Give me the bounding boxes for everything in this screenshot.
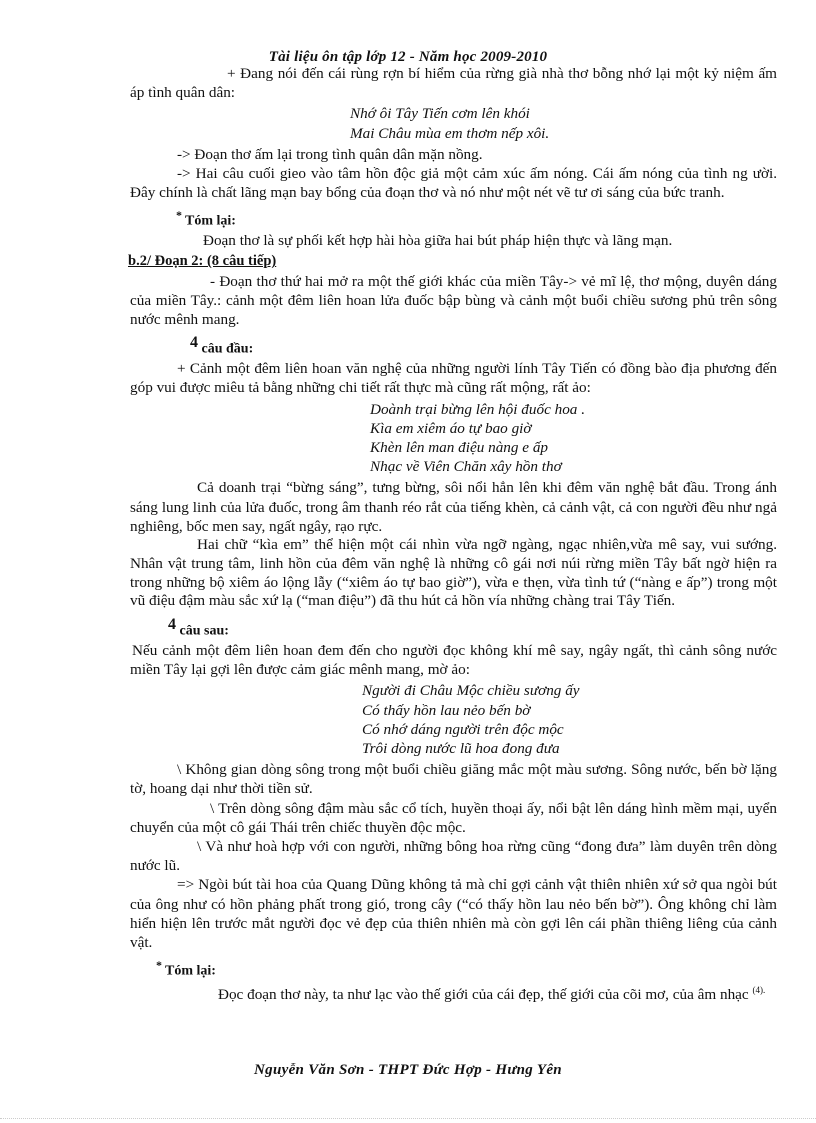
poem-line: Có thấy hồn lau nẻo bến bờ bbox=[362, 701, 531, 719]
paragraph: - Đoạn thơ thứ hai mở ra một thế giới khác của miền Tây-> vẻ mĩ lệ, thơ mộng, duyên dáng của miền Tây.: cảnh một đêm liên hoan lửa đuốc bập bùng và cảnh một buổi chiều sương phủ trên sông nước mênh mang. bbox=[130, 272, 777, 329]
paragraph: Cả doanh trại “bừng sáng”, tưng bừng, sôi nổi hẳn lên khi đêm văn nghệ bắt đầu. Trong ánh sáng lung linh của lửa đuốc, trong âm thanh réo rắt của tiếng khèn, cả cảnh vật, cả con người đều như ngả nghiêng, bốc men say, ngất ngây, rạo rực. bbox=[130, 479, 777, 535]
paragraph: Đoạn thơ là sự phối kết hợp hài hòa giữa hai bút pháp hiện thực và lãng mạn. bbox=[203, 232, 673, 250]
paragraph: -> Đoạn thơ ấm lại trong tình quân dân mặn nồng. bbox=[177, 145, 483, 163]
paragraph: + Đang nói đến cái rùng rợn bí hiểm của rừng già nhà thơ bỗng nhớ lại một kỷ niệm ấm áp tình quân dân: bbox=[130, 65, 777, 102]
document-body bbox=[130, 64, 777, 1004]
subsection-heading: 4 câu đầu: bbox=[190, 334, 254, 357]
paragraph: \ Trên dòng sông đậm màu sắc cổ tích, huyền thoại ấy, nổi bật lên dáng hình mềm mại, uyển chuyển của một cô gái Thái trên chiếc thuyền độc mộc. bbox=[130, 799, 777, 836]
summary-heading: * Tóm lại: bbox=[156, 958, 216, 979]
poem-line: Nhạc về Viên Chăn xây hồn thơ bbox=[370, 458, 562, 476]
poem-line: Khèn lên man điệu nàng e ấp bbox=[370, 438, 549, 456]
paragraph: -> Hai câu cuối gieo vào tâm hồn độc giả một cảm xúc ấm nóng. Cái ấm nóng của tình ng ười. Đây chính là chất lãng mạn bay bổng của đoạn thơ và nó như một nét vẽ tư ơi sáng của bức tranh. bbox=[130, 165, 777, 202]
paragraph: => Ngòi bút tài hoa của Quang Dũng không tả mà chỉ gợi cảnh vật thiên nhiên xứ sở qua ngòi bút của ông như có hồn phảng phất trong gió, trong cây (“có thấy hồn lau nẻo bến bờ”). Ông không chỉ làm hiển hiện lên trước mắt người đọc vẻ đẹp của thiên nhiên mà còn gợi lên cái phần thiêng liêng của cảnh vật. bbox=[130, 876, 777, 952]
paragraph: + Cảnh một đêm liên hoan văn nghệ của những người lính Tây Tiến có đồng bào địa phương đến góp vui được miêu tả bằng những chi tiết rất thực mà cũng rất mộng, rất ảo: bbox=[130, 360, 777, 397]
subsection-heading: 4 câu sau: bbox=[168, 616, 229, 639]
poem-line: Có nhớ dáng người trên độc mộc bbox=[362, 720, 564, 738]
poem-excerpt bbox=[130, 104, 777, 142]
paragraph: Hai chữ “kìa em” thể hiện một cái nhìn vừa ngỡ ngàng, ngạc nhiên,vừa mê say, vui sướng. Nhân vật trung tâm, linh hồn của đêm văn nghệ là những cô gái nơi núi rừng miền Tây bất ngờ hiện ra trong những bộ xiêm áo lộng lẫy (“xiêm áo tự bao giờ”), vừa e thẹn, vừa tình tứ (“nàng e ấp”) trong một vũ điệu đậm màu sắc xứ lạ (“man điệu”) đã thu hút cả hồn vía những chàng trai Tây Tiến. bbox=[130, 535, 777, 610]
bullet-star: * bbox=[156, 958, 165, 973]
paragraph: Đọc đoạn thơ này, ta như lạc vào thế giới của cái đẹp, thế giới của cõi mơ, của âm nhạc $^{(4).}$ bbox=[218, 985, 766, 1004]
poem-line: Người đi Châu Mộc chiều sương ấy bbox=[362, 682, 580, 700]
paragraph: \ Và như hoà hợp với con người, những bông hoa rừng cũng “đong đưa” làm duyên trên dòng nước lũ. bbox=[130, 838, 777, 875]
page-footer: Nguyễn Văn Sơn - THPT Đức Hợp - Hưng Yên bbox=[254, 1062, 562, 1078]
poem-excerpt bbox=[130, 681, 777, 758]
page-bottom-divider bbox=[0, 1118, 816, 1119]
poem-line: Trôi dòng nước lũ hoa đong đưa bbox=[362, 740, 560, 758]
poem-line: Doành trại bừng lên hội đuốc hoa . bbox=[370, 400, 585, 418]
paragraph: Nếu cảnh một đêm liên hoan đem đến cho người đọc không khí mê say, ngây ngất, thì cảnh sông nước miền Tây lại gợi lên được cảm giác mênh mang, mờ ảo: bbox=[130, 642, 777, 679]
section-heading: b.2/ Đoạn 2: (8 câu tiếp) bbox=[128, 253, 277, 270]
poem-line: Mai Châu mùa em thơm nếp xôi. bbox=[350, 124, 550, 142]
poem-line: Kìa em xiêm áo tự bao giờ bbox=[370, 419, 532, 437]
page-header: Tài liệu ôn tập lớp 12 - Năm học 2009-2010 bbox=[268, 49, 548, 65]
summary-heading: * Tóm lại: bbox=[176, 208, 236, 230]
paragraph: \ Không gian dòng sông trong một buổi chiều giăng mắc một màu sương. Sông nước, bến bờ lặng tờ, hoang dại như thời tiền sử. bbox=[130, 761, 777, 798]
bullet-star: * bbox=[176, 208, 185, 223]
poem-excerpt bbox=[130, 400, 777, 477]
poem-line: Nhớ ôi Tây Tiến cơm lên khói bbox=[350, 105, 530, 123]
